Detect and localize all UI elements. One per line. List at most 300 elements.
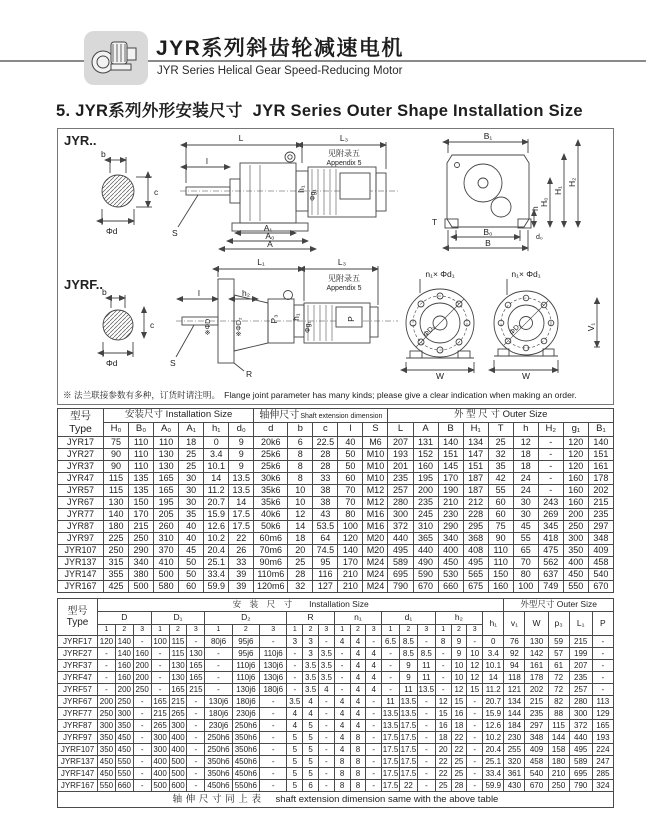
row-type-cell: JYR107 — [58, 545, 104, 557]
value-cell: 8 — [350, 732, 366, 744]
table-row — [58, 648, 614, 660]
value-cell: 115 — [169, 648, 187, 660]
value-cell: 38 — [313, 485, 338, 497]
dim-phig1-label: Φg₁ — [310, 189, 317, 201]
value-cell: 215 — [129, 521, 154, 533]
dim-phiD2-label: ※ΦD₂ — [236, 317, 243, 337]
value-cell: 161 — [525, 660, 548, 672]
value-cell: 25 — [288, 557, 313, 569]
value-cell: 165 — [592, 720, 613, 732]
table-row — [58, 756, 614, 768]
value-cell: - — [592, 684, 613, 696]
value-cell: - — [260, 780, 287, 792]
value-cell: 550 — [115, 756, 133, 768]
value-cell: 600 — [169, 780, 187, 792]
value-cell: 11 — [382, 696, 400, 708]
table-row — [58, 780, 614, 792]
table-row — [58, 744, 614, 756]
value-cell: 300 — [151, 732, 169, 744]
value-cell: 115 — [169, 636, 187, 648]
value-cell: 110j6 — [232, 660, 259, 672]
value-cell: 790 — [388, 581, 413, 593]
value-cell: - — [417, 780, 435, 792]
value-cell: M20 — [363, 545, 388, 557]
flange-front-view-drawing — [406, 269, 474, 381]
value-cell: 75 — [488, 521, 513, 533]
value-cell: 790 — [569, 780, 592, 792]
group-D: D — [97, 612, 151, 625]
table-row — [58, 497, 614, 509]
value-cell: 228 — [463, 509, 488, 521]
value-cell: 8.5 — [417, 648, 435, 660]
value-cell: 199 — [569, 648, 592, 660]
value-cell: - — [318, 732, 334, 744]
value-cell: 12 — [451, 684, 467, 696]
value-cell: - — [435, 648, 451, 660]
value-cell: 5 — [287, 768, 303, 780]
value-cell: 200 — [133, 660, 151, 672]
value-cell: - — [133, 708, 151, 720]
value-cell: 15 — [451, 696, 467, 708]
value-cell: 215 — [525, 696, 548, 708]
table-footer — [58, 792, 614, 808]
value-cell: M24 — [363, 581, 388, 593]
value-cell: - — [205, 660, 232, 672]
table-row — [58, 437, 614, 449]
value-cell: 235 — [588, 509, 613, 521]
value-cell: 500 — [129, 581, 154, 593]
value-cell: 243 — [538, 497, 563, 509]
row-type-cell: JYR97 — [58, 533, 104, 545]
value-cell: 450 — [97, 756, 115, 768]
value-cell: 20 — [288, 545, 313, 557]
value-cell: 165 — [151, 696, 169, 708]
value-cell: 187 — [463, 473, 488, 485]
value-cell: 120 — [97, 636, 115, 648]
col-S: S — [363, 423, 388, 437]
value-cell: 30 — [513, 509, 538, 521]
value-cell: 215 — [169, 696, 187, 708]
value-cell: 4 — [287, 720, 303, 732]
value-cell: 195 — [413, 473, 438, 485]
value-cell: 13.5 — [418, 685, 435, 694]
appendix-note-en: Appendix 5 — [326, 160, 362, 167]
value-cell: 8 — [288, 461, 313, 473]
value-cell: 13.5 — [229, 473, 254, 485]
value-cell: 589 — [388, 557, 413, 569]
value-cell: 55 — [513, 533, 538, 545]
value-cell: 134 — [504, 696, 525, 708]
value-cell: - — [417, 696, 435, 708]
value-cell: 24 — [513, 473, 538, 485]
value-cell: 38 — [313, 497, 338, 509]
value-cell: 110 — [154, 437, 179, 449]
value-cell: 0 — [483, 636, 504, 648]
value-cell: - — [133, 720, 151, 732]
value-cell: 160 — [115, 672, 133, 684]
value-cell: - — [287, 648, 303, 660]
value-cell: 17.5 — [382, 745, 399, 754]
value-cell: 490 — [413, 557, 438, 569]
subcol: 1 — [334, 625, 350, 636]
value-cell: 675 — [463, 581, 488, 593]
value-cell: 45 — [179, 545, 204, 557]
row-type-cell: JYRF47 — [58, 672, 98, 684]
value-cell: - — [366, 768, 382, 780]
appendix-note-zh: 见附录五 — [328, 274, 360, 283]
value-cell: 187 — [463, 485, 488, 497]
value-cell: M12 — [363, 485, 388, 497]
value-cell: 550h6 — [232, 780, 259, 792]
dim-S-label: S — [170, 358, 176, 368]
value-cell: 350h6 — [205, 756, 232, 768]
value-cell: 5 — [287, 732, 303, 744]
value-cell: 637 — [538, 569, 563, 581]
value-cell: M10 — [363, 461, 388, 473]
value-cell: 60 — [179, 581, 204, 593]
value-cell: 210 — [338, 569, 363, 581]
value-cell: - — [366, 696, 382, 708]
value-cell: 11.2 — [483, 684, 504, 696]
jyrf-variant-label: JYRF.. — [64, 277, 104, 292]
value-cell: 45 — [513, 521, 538, 533]
group-installation-size: 安 装 尺 寸 Installation Size — [97, 599, 503, 612]
value-cell: 110 — [129, 449, 154, 461]
value-cell: 94 — [504, 660, 525, 672]
dim-W-label: W — [435, 371, 445, 381]
jyrf-shaft-section-drawing — [102, 287, 155, 368]
value-cell: 110j6 — [232, 672, 259, 684]
dim-c-label: c — [150, 320, 155, 330]
value-cell: 300 — [569, 708, 592, 720]
value-cell: - — [467, 732, 483, 744]
value-cell: - — [382, 648, 400, 660]
value-cell: 116 — [313, 569, 338, 581]
value-cell: 250 — [104, 545, 129, 557]
value-cell: 215 — [569, 636, 592, 648]
value-cell: - — [417, 636, 435, 648]
value-cell: 9 — [399, 660, 417, 672]
jyr-dimension-table — [57, 408, 614, 593]
row-type-cell: JYRF97 — [58, 732, 98, 744]
value-cell: - — [467, 636, 483, 648]
value-cell: 80 — [513, 569, 538, 581]
dim-H0-label: H₀ — [539, 197, 549, 207]
value-cell: 324 — [592, 780, 613, 792]
dim-L-label: L — [238, 133, 244, 143]
group-outer-size: 外型尺寸 Outer Size — [504, 599, 614, 612]
value-cell: M16 — [363, 509, 388, 521]
value-cell: 64 — [313, 533, 338, 545]
value-cell: - — [133, 744, 151, 756]
value-cell: 152 — [413, 449, 438, 461]
value-cell: 95j6 — [232, 636, 259, 648]
value-cell: 110 — [129, 461, 154, 473]
value-cell: 11.2 — [204, 485, 229, 497]
table-row — [58, 449, 614, 461]
value-cell: 350 — [97, 744, 115, 756]
value-cell: 28 — [451, 780, 467, 792]
value-cell: 11 — [399, 684, 417, 696]
value-cell: 3.5 — [303, 672, 319, 684]
value-cell: 8 — [350, 780, 366, 792]
value-cell: 50 — [338, 449, 363, 461]
value-cell: 10.1 — [483, 660, 504, 672]
value-cell: 11 — [417, 672, 435, 684]
value-cell: - — [467, 756, 483, 768]
value-cell: - — [538, 473, 563, 485]
value-cell: 165 — [169, 684, 187, 696]
value-cell: 250 — [115, 696, 133, 708]
dim-D1-label: ΦD₁ — [508, 322, 523, 337]
dim-B0-label: B₀ — [483, 227, 493, 237]
value-cell: 17.5 — [400, 769, 417, 778]
value-cell: 290 — [129, 545, 154, 557]
value-cell: 10.2 — [483, 732, 504, 744]
value-cell: - — [366, 720, 382, 732]
value-cell: 370 — [154, 545, 179, 557]
value-cell: 660 — [438, 581, 463, 593]
page-subtitle: JYR Series Helical Gear Speed-Reducing Motor — [157, 65, 403, 77]
value-cell: 250 — [97, 708, 115, 720]
dim-S-label: S — [172, 228, 178, 238]
dim-H1-label: H₁ — [553, 185, 563, 195]
value-cell: 495 — [569, 744, 592, 756]
dim-H2-label: H₂ — [567, 177, 577, 187]
value-cell: 190 — [438, 485, 463, 497]
value-cell: 13.5 — [400, 709, 417, 718]
value-cell: - — [260, 636, 287, 648]
value-cell: - — [366, 780, 382, 792]
value-cell: 300 — [97, 720, 115, 732]
value-cell: 115 — [104, 473, 129, 485]
value-cell: 33.4 — [204, 569, 229, 581]
value-cell: - — [133, 636, 151, 648]
value-cell: 3.5 — [318, 648, 334, 660]
flange-note-zh: ※ 法兰联接参数有多种，订货时请注明。 — [63, 390, 221, 400]
value-cell: 130 — [187, 648, 205, 660]
table-row — [58, 581, 614, 593]
value-cell: 361 — [504, 768, 525, 780]
value-cell: 10 — [288, 497, 313, 509]
value-cell: 22.5 — [313, 437, 338, 449]
value-cell: 140 — [338, 545, 363, 557]
value-cell: 80j6 — [205, 636, 232, 648]
value-cell: 28 — [313, 449, 338, 461]
value-cell: 127 — [313, 581, 338, 593]
value-cell: - — [318, 636, 334, 648]
value-cell: 18 — [513, 449, 538, 461]
value-cell: 120 — [563, 461, 588, 473]
col-T: T — [488, 423, 513, 437]
value-cell: - — [151, 684, 169, 696]
value-cell: 565 — [463, 569, 488, 581]
value-cell: M10 — [363, 449, 388, 461]
table-row — [58, 545, 614, 557]
value-cell: - — [187, 732, 205, 744]
value-cell: 40 — [179, 533, 204, 545]
value-cell: 8 — [288, 449, 313, 461]
value-cell: 450h6 — [232, 756, 259, 768]
dim-h-label: h — [530, 206, 540, 211]
dim-A1-label: A₁ — [263, 223, 273, 233]
value-cell: 260 — [154, 521, 179, 533]
value-cell: 3.5 — [318, 660, 334, 672]
value-cell: - — [318, 708, 334, 720]
value-cell: 4 — [350, 708, 366, 720]
dim-D1-label: ΦD₁ — [422, 324, 437, 339]
value-cell: 201 — [388, 461, 413, 473]
value-cell: 90 — [104, 449, 129, 461]
value-cell: 200 — [133, 672, 151, 684]
value-cell: 300 — [115, 708, 133, 720]
value-cell: 140 — [438, 437, 463, 449]
value-cell: 5 — [303, 744, 319, 756]
value-cell: 207 — [569, 660, 592, 672]
value-cell: 60 — [488, 497, 513, 509]
value-cell: 14 — [229, 497, 254, 509]
value-cell: 42 — [488, 473, 513, 485]
value-cell: - — [187, 780, 205, 792]
value-cell: 70 — [338, 485, 363, 497]
value-cell: 408 — [463, 545, 488, 557]
value-cell: 14 — [288, 521, 313, 533]
value-cell: 265 — [169, 708, 187, 720]
subcol: 1 — [435, 625, 451, 636]
value-cell: 8 — [350, 744, 366, 756]
value-cell: 225 — [104, 533, 129, 545]
value-cell: 250h6 — [205, 732, 232, 744]
subcol: 3 — [417, 625, 435, 636]
value-cell: - — [187, 708, 205, 720]
subcol: 3 — [318, 625, 334, 636]
value-cell: 151 — [438, 449, 463, 461]
dim-B-label: B — [485, 238, 491, 248]
value-cell: - — [260, 768, 287, 780]
value-cell: 8.5 — [399, 636, 417, 648]
value-cell: 440 — [388, 533, 413, 545]
value-cell: 8 — [288, 473, 313, 485]
value-cell: 10 — [451, 660, 467, 672]
jyr-variant-label: JYR.. — [64, 133, 97, 148]
value-cell: 350 — [115, 720, 133, 732]
value-cell: 215 — [151, 708, 169, 720]
value-cell: 749 — [538, 581, 563, 593]
subcol: 1 — [151, 625, 169, 636]
value-cell: 13.5 — [382, 709, 399, 718]
value-cell: 4 — [350, 636, 366, 648]
value-cell: 6 — [288, 437, 313, 449]
value-cell: 12 — [467, 660, 483, 672]
value-cell: 118 — [504, 672, 525, 684]
section-heading-en: JYR Series Outer Shape Installation Size — [252, 102, 583, 120]
value-cell: 409 — [588, 545, 613, 557]
value-cell: 50 — [179, 569, 204, 581]
value-cell: 158 — [548, 744, 569, 756]
table-row — [58, 636, 614, 648]
table-row — [58, 672, 614, 684]
dim-c-label: c — [154, 187, 159, 197]
row-type-cell: JYR77 — [58, 509, 104, 521]
value-cell: 40 — [179, 521, 204, 533]
value-cell: 250 — [563, 521, 588, 533]
value-cell: 72 — [548, 672, 569, 684]
subcol: 2 — [451, 625, 467, 636]
col-A0: A₀ — [154, 423, 179, 437]
value-cell: 14 — [204, 473, 229, 485]
col-H2: H₂ — [538, 423, 563, 437]
value-cell: 50 — [179, 557, 204, 569]
value-cell: 320 — [504, 756, 525, 768]
value-cell: 4 — [334, 732, 350, 744]
value-cell: 165 — [187, 672, 205, 684]
value-cell: 12.6 — [204, 521, 229, 533]
value-cell: 350 — [97, 732, 115, 744]
value-cell: 33.4 — [483, 768, 504, 780]
value-cell: - — [318, 756, 334, 768]
value-cell: 12 — [513, 437, 538, 449]
value-cell: 95 — [313, 557, 338, 569]
value-cell: - — [318, 780, 334, 792]
value-cell: 425 — [104, 581, 129, 593]
value-cell: 340 — [438, 533, 463, 545]
value-cell: 257 — [569, 684, 592, 696]
dim-h1-label: h₁ — [296, 185, 306, 193]
value-cell: 4 — [366, 660, 382, 672]
value-cell: 135 — [129, 473, 154, 485]
value-cell: 74.5 — [313, 545, 338, 557]
value-cell: 9 — [451, 636, 467, 648]
value-cell: 230 — [504, 732, 525, 744]
value-cell: 130j6 — [260, 660, 287, 672]
value-cell: - — [592, 636, 613, 648]
value-cell: - — [260, 732, 287, 744]
value-cell: - — [417, 720, 435, 732]
value-cell: 130j6 — [205, 696, 232, 708]
value-cell: 30 — [179, 473, 204, 485]
value-cell: 210 — [548, 768, 569, 780]
value-cell: 161 — [588, 461, 613, 473]
value-cell: - — [187, 744, 205, 756]
value-cell: 315 — [104, 557, 129, 569]
table-row — [58, 485, 614, 497]
value-cell: M20 — [363, 533, 388, 545]
value-cell: 295 — [463, 521, 488, 533]
value-cell: 3.5 — [303, 684, 319, 696]
value-cell: - — [318, 768, 334, 780]
value-cell: 135 — [129, 485, 154, 497]
col-h1: h₁ — [204, 423, 229, 437]
value-cell: 16 — [435, 720, 451, 732]
col-v1: v₁ — [504, 612, 525, 636]
value-cell: 224 — [592, 744, 613, 756]
value-cell: 110 — [488, 545, 513, 557]
dim-l-label: l — [206, 156, 208, 166]
value-cell: 15.9 — [204, 509, 229, 521]
dim-h2-label: h₂ — [242, 288, 251, 298]
row-type-cell: JYR167 — [58, 581, 104, 593]
value-cell: 184 — [504, 720, 525, 732]
jyr-side-view-drawing — [172, 133, 400, 249]
table-row — [58, 557, 614, 569]
value-cell: 350h6 — [232, 744, 259, 756]
value-cell: 165 — [187, 660, 205, 672]
value-cell: 70m6 — [254, 545, 288, 557]
value-cell: 230j6 — [205, 720, 232, 732]
value-cell: - — [151, 660, 169, 672]
value-cell: 530 — [438, 569, 463, 581]
value-cell: - — [287, 672, 303, 684]
